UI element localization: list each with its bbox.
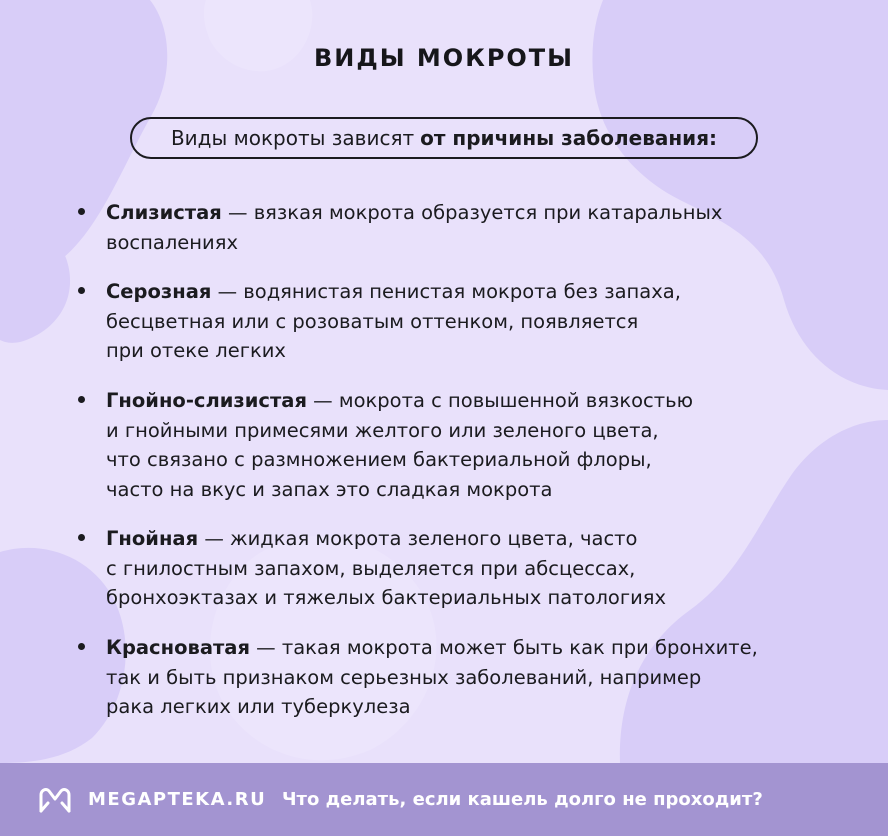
list-item-term: Серозная bbox=[106, 280, 212, 303]
list-item-line bbox=[106, 524, 858, 554]
bullet-dot bbox=[78, 534, 85, 541]
list-item-term: Слизистая bbox=[106, 201, 222, 224]
list-item-desc: — водянистая пенистая мокрота без запаха, bbox=[211, 280, 681, 303]
list-item-text bbox=[106, 633, 858, 722]
intro-text-bold: от причины заболевания: bbox=[420, 126, 718, 150]
list-item-line: бронхоэктазах и тяжелых бактериальных патологиях bbox=[106, 586, 667, 609]
bullet-dot bbox=[78, 287, 85, 294]
megapteka-m-logo-icon bbox=[38, 786, 72, 814]
list-item-text bbox=[106, 524, 858, 613]
list-item-text bbox=[106, 277, 858, 366]
list-item-text bbox=[106, 386, 858, 504]
list-item-term: Красноватая bbox=[106, 636, 250, 659]
footer-brand[interactable]: MEGAPTEKA.RU bbox=[88, 789, 267, 810]
list-item-desc: — такая мокрота может быть как при бронхите, bbox=[249, 636, 758, 659]
list-item-term: Гнойная bbox=[106, 527, 199, 550]
list-item-line: и гнойными примесями желтого или зеленого цвета, bbox=[106, 418, 659, 442]
list-item-line: воспалениях bbox=[106, 230, 238, 254]
footer-article-link[interactable]: Что делать, если кашель долго не проходит? bbox=[282, 789, 763, 810]
intro-text: Виды мокроты зависят bbox=[170, 126, 415, 150]
list-item-term: Гнойно-слизистая bbox=[106, 389, 307, 412]
list-item-line: часто на вкус и запах это сладкая мокрота bbox=[106, 477, 553, 501]
list-item-line bbox=[106, 198, 858, 228]
list-item-line: с гнилостным запахом, выделяется при абсцессах, bbox=[106, 556, 636, 580]
list-item-desc: — мокрота с повышенной вязкостью bbox=[306, 389, 694, 412]
list-item-line bbox=[106, 633, 858, 663]
list-item-line: бесцветная или с розоватым оттенком, появляется bbox=[106, 309, 639, 333]
list-item-text bbox=[106, 198, 858, 257]
list-item-line bbox=[106, 277, 858, 307]
list-item-desc: — жидкая мокрота зеленого цвета, часто bbox=[198, 527, 638, 550]
list-item-line: рака легких или туберкулеза bbox=[106, 695, 411, 718]
list-item-line: при отеке легких bbox=[106, 339, 286, 362]
bullet-dot bbox=[78, 643, 85, 650]
list-item-line: что связано с размножением бактериальной флоры, bbox=[106, 448, 652, 471]
bullet-dot bbox=[78, 208, 85, 215]
footer-bar bbox=[0, 763, 888, 836]
list-item-line bbox=[106, 386, 858, 416]
list-item-line: так и быть признаком серьезных заболеваний, например bbox=[106, 665, 702, 689]
page-title: ВИДЫ МОКРОТЫ bbox=[313, 44, 575, 72]
bullet-dot bbox=[78, 396, 85, 403]
list-item-desc: — вязкая мокрота образуется при катаральных bbox=[221, 201, 723, 224]
